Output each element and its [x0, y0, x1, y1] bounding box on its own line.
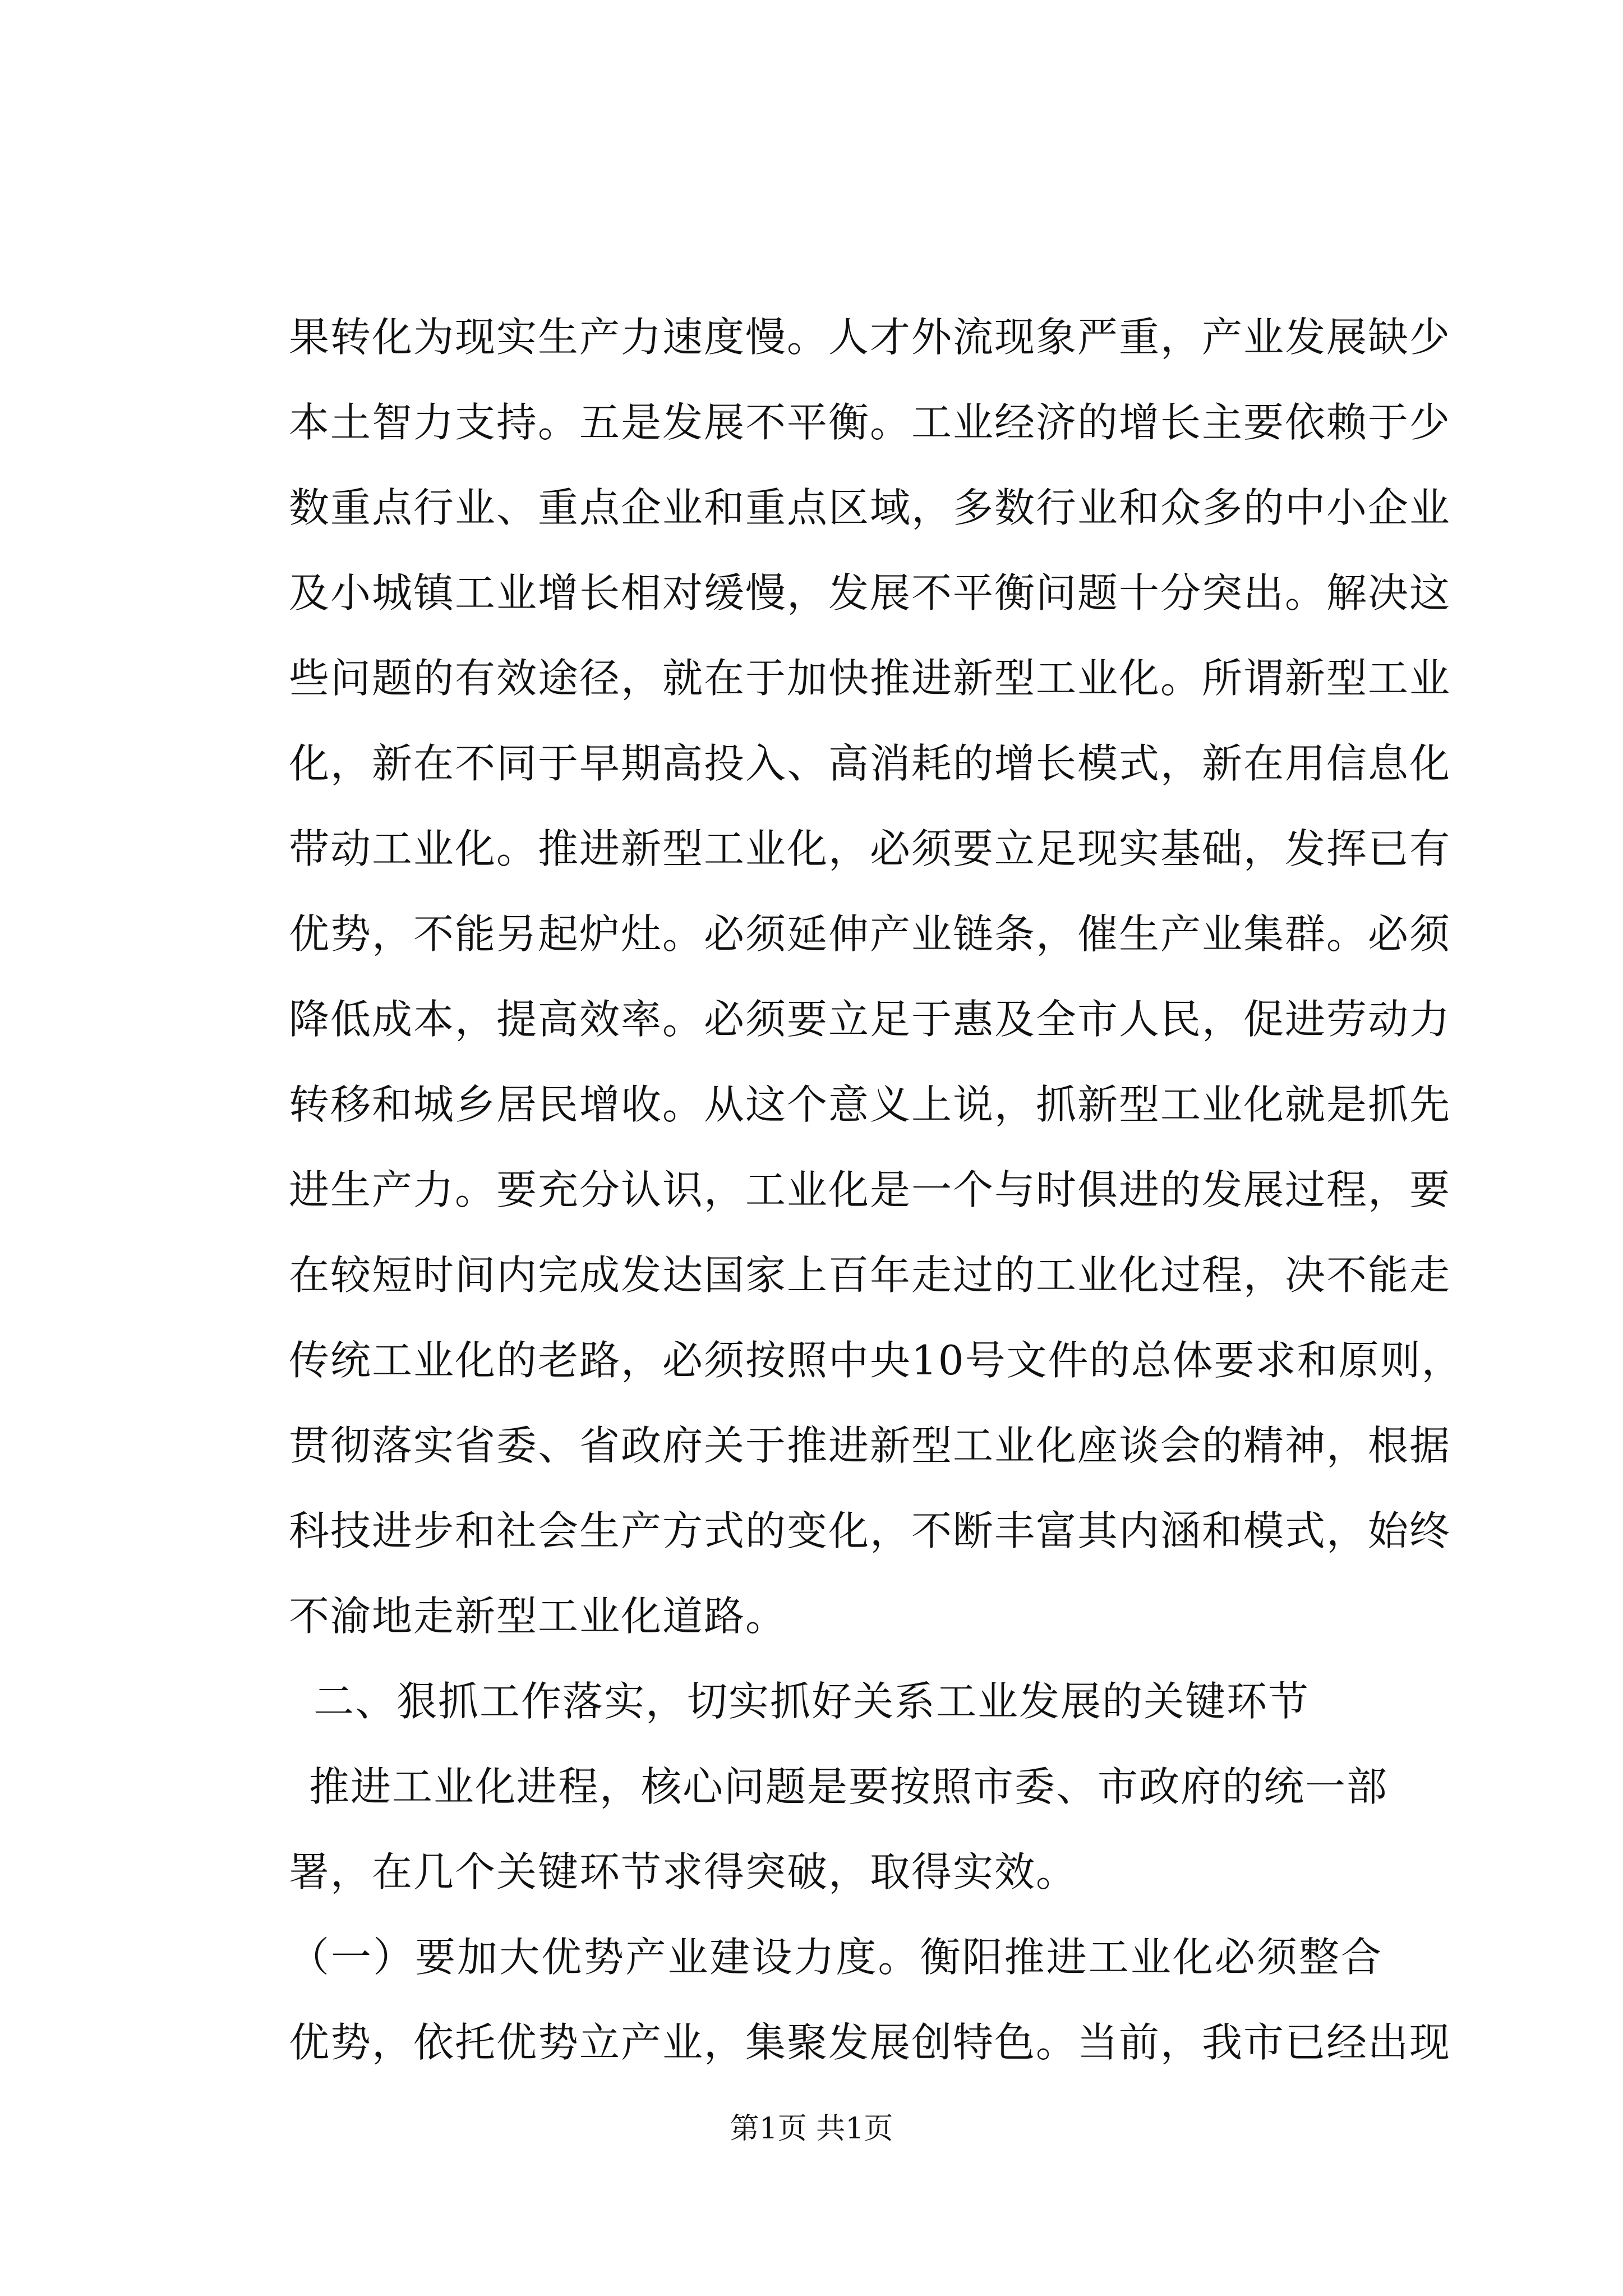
text-line: 进生产力。要充分认识，工业化是一个与时俱进的发展过程，要	[289, 1166, 1451, 1213]
text-line: 及小城镇工业增长相对缓慢，发展不平衡问题十分突出。解决这	[289, 569, 1451, 616]
text-line: 转移和城乡居民增收。从这个意义上说，抓新型工业化就是抓先	[289, 1081, 1451, 1128]
document-body	[289, 295, 1463, 2085]
section-heading: 二、狠抓工作落实，切实抓好关系工业发展的关键环节	[313, 1678, 1310, 1725]
text-line: 在较短时间内完成发达国家上百年走过的工业化过程，决不能走	[289, 1251, 1451, 1299]
text-line: 果转化为现实生产力速度慢。人才外流现象严重，产业发展缺少	[289, 314, 1451, 361]
text-line: 些问题的有效途径，就在于加快推进新型工业化。所谓新型工业	[289, 655, 1451, 702]
page-footer: 第1页 共1页	[730, 2112, 893, 2146]
text-line: 优势，依托优势立产业，集聚发展创特色。当前，我市已经出现	[289, 2019, 1451, 2066]
text-line: 化，新在不同于早期高投入、高消耗的增长模式，新在用信息化	[289, 740, 1451, 787]
text-line: 带动工业化。推进新型工业化，必须要立足现实基础，发挥已有	[289, 825, 1451, 872]
text-line: 降低成本，提高效率。必须要立足于惠及全市人民，促进劳动力	[289, 996, 1451, 1043]
text-line: 本土智力支持。五是发展不平衡。工业经济的增长主要依赖于少	[289, 399, 1451, 446]
text-line: 署，在几个关键环节求得突破，取得实效。	[289, 1848, 1078, 1895]
text-line: 优势，不能另起炉灶。必须延伸产业链条，催生产业集群。必须	[289, 910, 1451, 958]
text-line: （一）要加大优势产业建设力度。衡阳推进工业化必须整合	[289, 1934, 1382, 1981]
text-line: 科技进步和社会生产方式的变化，不断丰富其内涵和模式，始终	[289, 1507, 1451, 1554]
text-line: 数重点行业、重点企业和重点区域，多数行业和众多的中小企业	[289, 484, 1451, 531]
text-line: 推进工业化进程，核心问题是要按照市委、市政府的统一部	[309, 1763, 1389, 1810]
text-line: 传统工业化的老路，必须按照中央10号文件的总体要求和原则，	[289, 1337, 1463, 1384]
text-line: 不渝地走新型工业化道路。	[289, 1593, 787, 1640]
text-line: 贯彻落实省委、省政府关于推进新型工业化座谈会的精神，根据	[289, 1422, 1451, 1469]
